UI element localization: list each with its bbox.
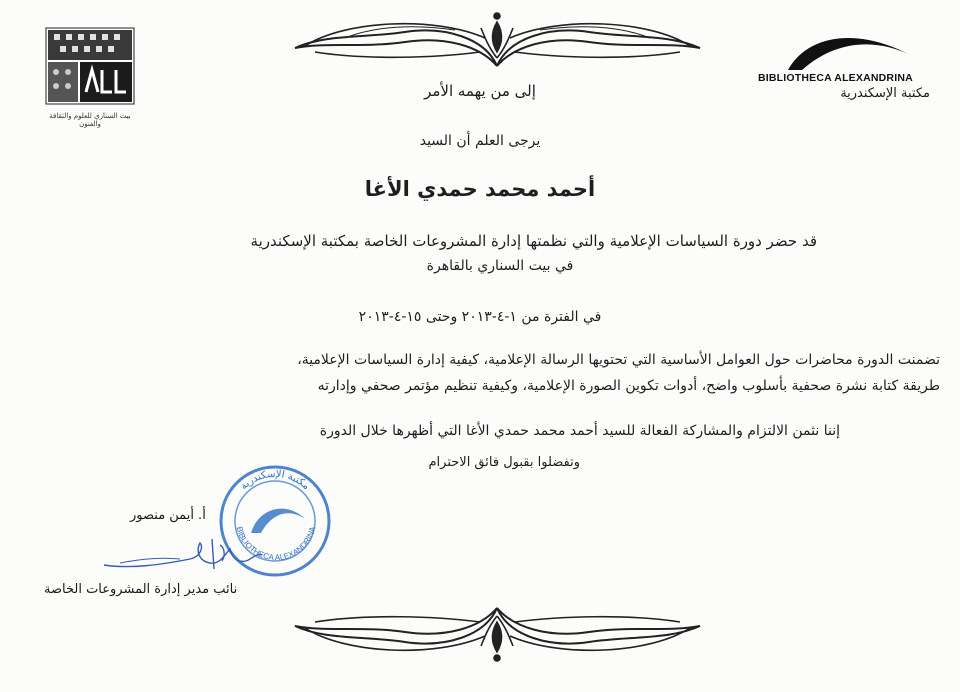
to-whom-line: إلى من يهمه الأمر [424,82,536,100]
notice-line: يرجى العلم أن السيد [419,133,541,149]
recipient-name: أحمد محمد حمدي الأغا [364,177,596,201]
bayt-al-sinnari-logo [44,26,136,128]
handwritten-signature-icon [100,535,270,575]
top-flourish-icon [285,8,710,78]
praise-line: إننا نثمن الالتزام والمشاركة الفعالة للسيد أحمد محمد حمدي الأغا التي أظهرها خلال الدورة [319,423,840,439]
bottom-flourish-icon [285,596,710,666]
bibliotheca-name-en: BIBLIOTHECA ALEXANDRINA [758,72,913,84]
signatory-name: أ. أيمن منصور [130,508,206,523]
regards-line: وتفضلوا بقبول فائق الاحترام [428,455,580,470]
stamp-text-en: BIBLIOTHECA ALEXANDRINA [234,525,318,563]
content-line-2: طريقة كتابة نشرة صحفية بأسلوب واضح، أدوات تكوين الصورة الإعلامية، وكيفية تنظيم مؤتمر صحفي وإدارته [317,378,940,394]
attendance-line: قد حضر دورة السياسات الإعلامية والتي نظمتها إدارة المشروعات الخاصة بمكتبة الإسكندرية [250,232,817,250]
bibliotheca-name-ar: مكتبة الإسكندرية [840,86,930,101]
bibliotheca-alexandrina-disc-icon [758,24,930,74]
location-line: في بيت السناري بالقاهرة [426,258,574,274]
period-line: في الفترة من ١-٤-٢٠١٣ وحتى ١٥-٤-٢٠١٣ [358,309,602,325]
stamp-text-ar: مكتبة الإسكندرية [238,468,312,493]
content-line-1: تضمنت الدورة محاضرات حول العوامل الأساسية التي تحتويها الرسالة الإعلامية، كيفية إدارة السياسات الإعلامية، [297,352,940,368]
sinnari-logo-caption: بيت السناري للعلوم والثقافة والفنون [49,112,131,128]
signatory-title: نائب مدير إدارة المشروعات الخاصة [44,582,238,597]
